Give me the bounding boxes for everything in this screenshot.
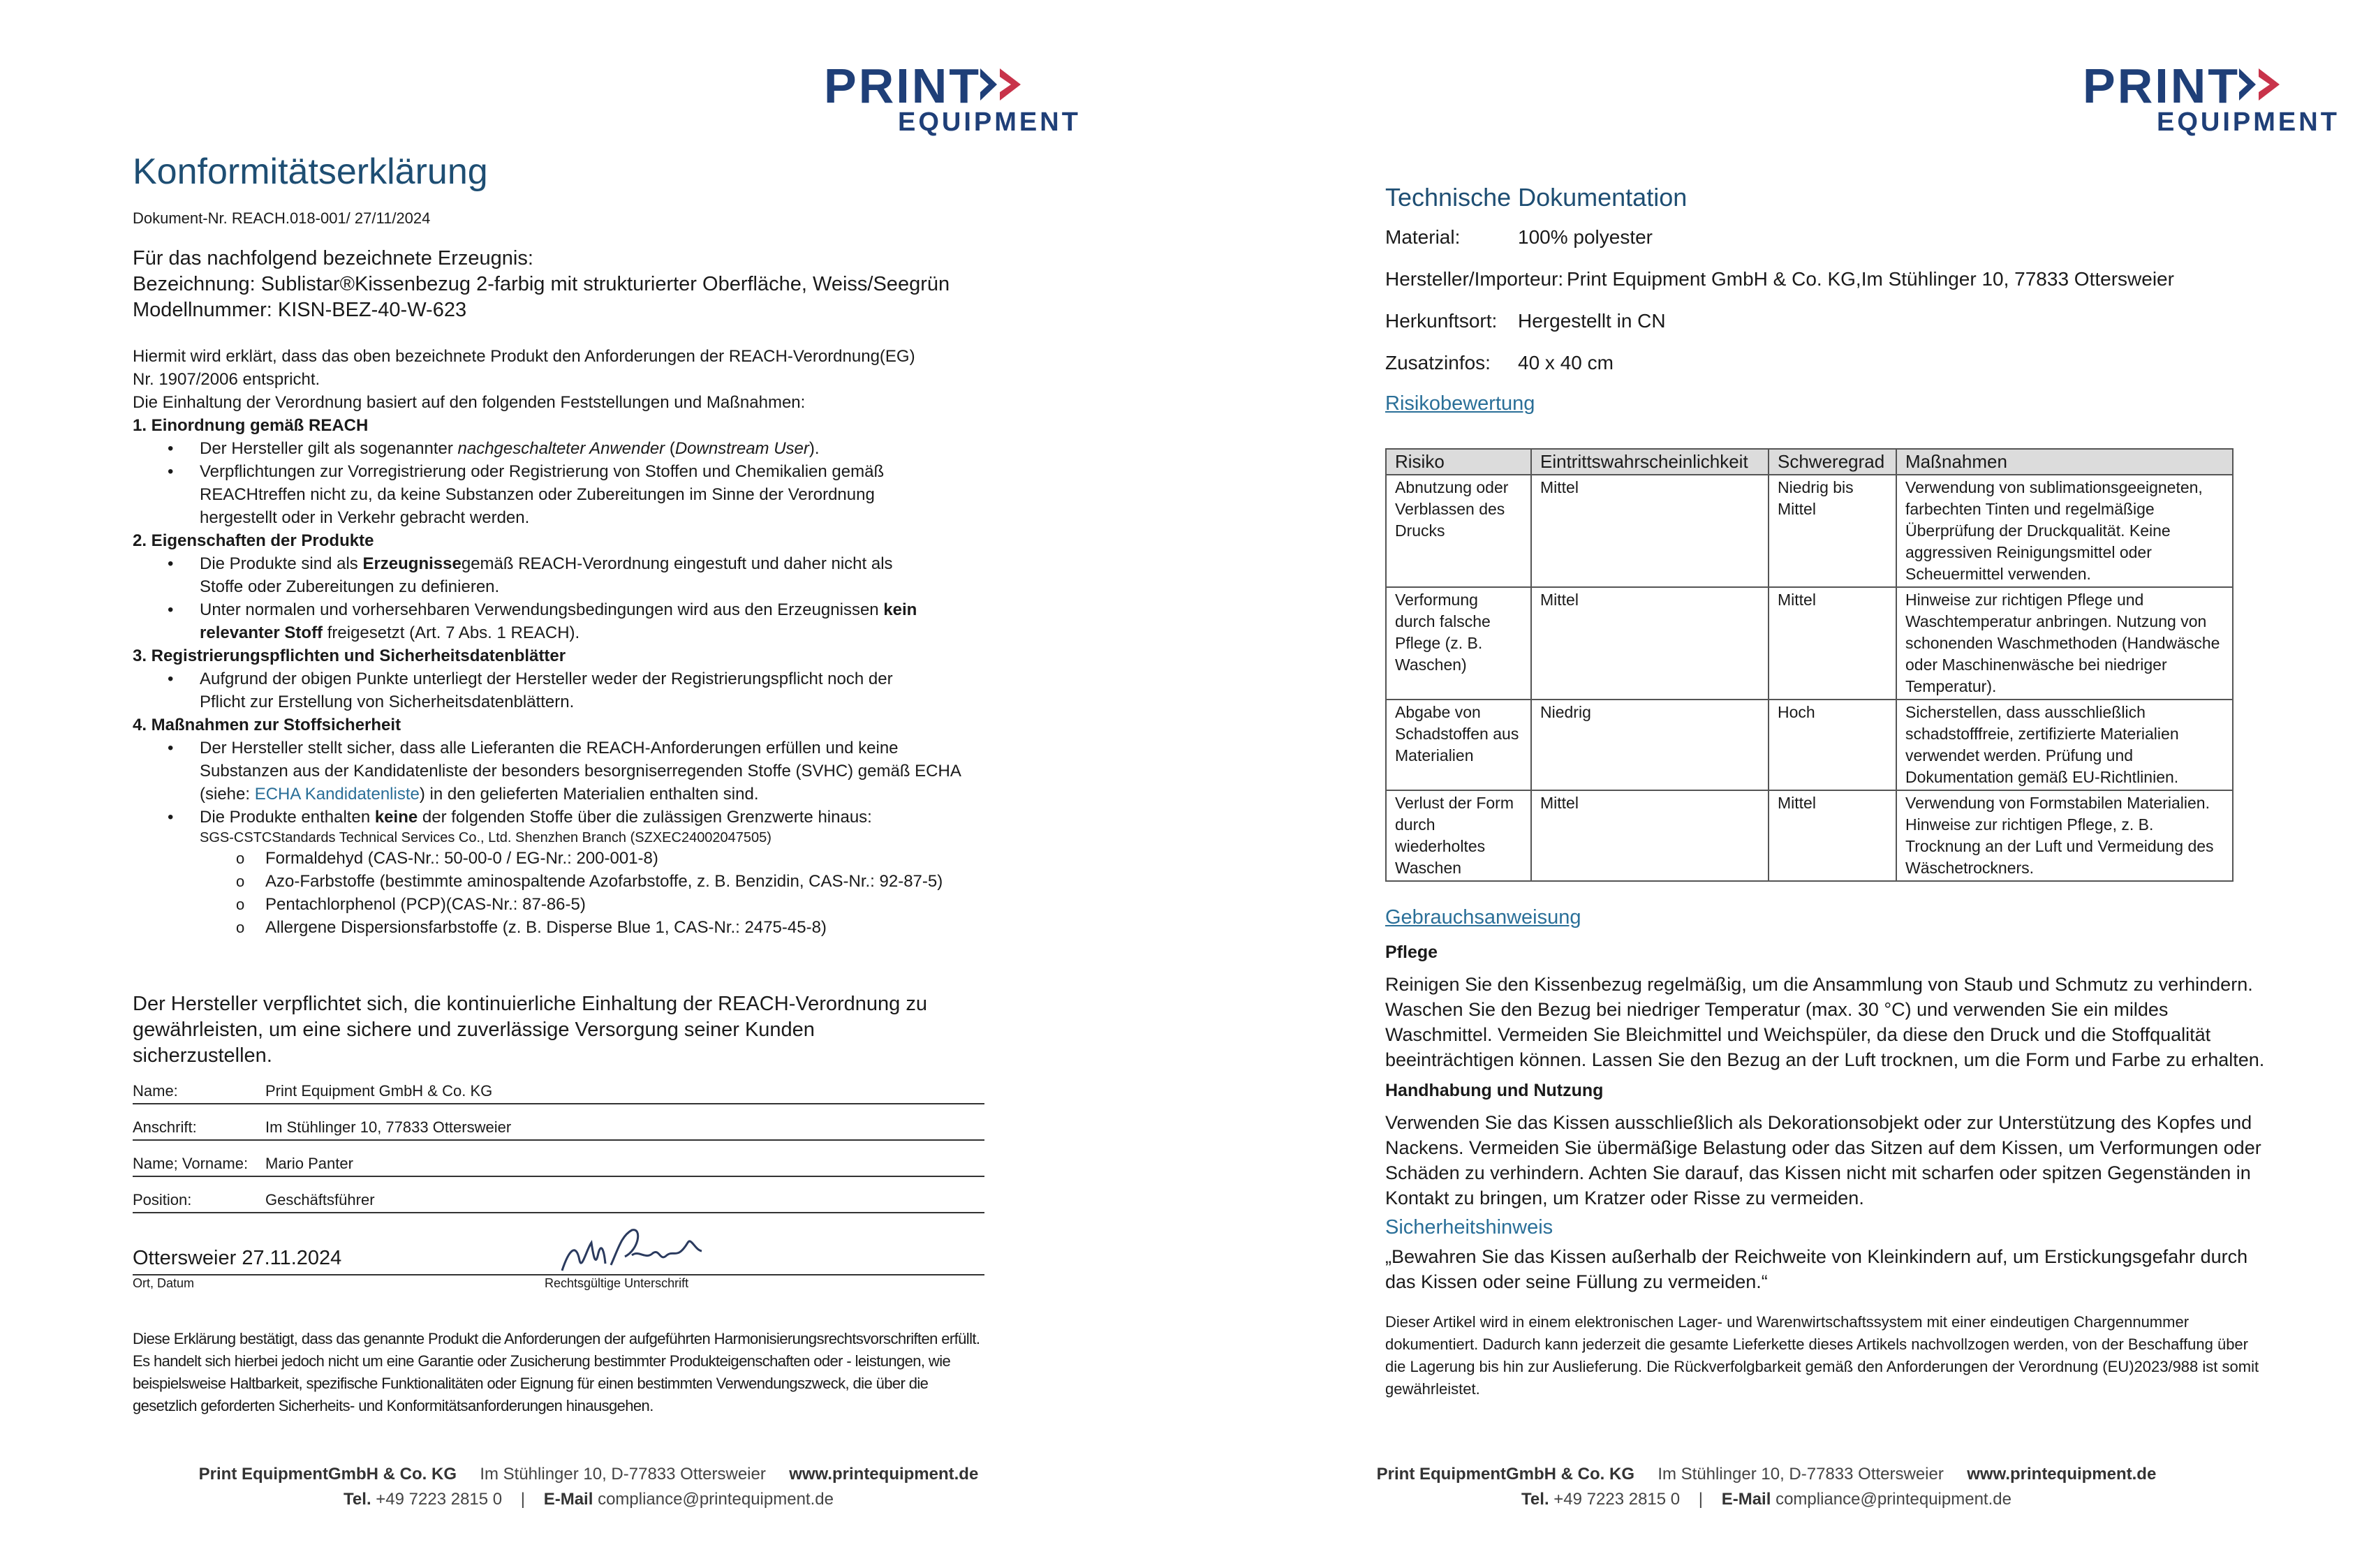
sub-list-item: o Pentachlorphenol (PCP)(CAS-Nr.: 87-86-5) [133, 893, 991, 916]
table-row [133, 1176, 984, 1213]
footer-company: Print EquipmentGmbH & Co. KG [198, 1465, 457, 1484]
handling-text: Verwenden Sie das Kissen ausschließlich als Dekorationsobjekt oder zur Unterstützung des Kopfes und Nackens. Vermeiden Sie übermäßige Belastung oder das Sitzen auf dem Kissen, um Verformungen oder Schäden zu verhindern. Achten Sie darauf, das Kissen nicht mit scharfen oder spitzen Gegenständen in Kontakt zu bringen, um Kratzer oder Risse zu vermeiden. [1385, 1112, 2261, 1208]
footer-separator: | [1698, 1490, 1704, 1509]
intro-line-3: Die Einhaltung der Verordnung basiert auf den folgenden Feststellungen und Maßnahmen: [133, 393, 806, 412]
table-cell: Hinweise zur richtigen Pflege und Waschtemperatur anbringen. Nutzung von schonenden Waschmethoden (Handwäsche oder Maschinenwäsche bei niedriger Temperatur). [1896, 587, 2233, 700]
care-heading: Pflege [1385, 942, 1438, 962]
table-cell: Hoch [1769, 700, 1896, 790]
row-value: Print Equipment GmbH & Co. KG [265, 1068, 984, 1104]
model-number: Modellnummer: KISN-BEZ-40-W-623 [133, 299, 467, 321]
footer-mail-label: E-Mail [1721, 1490, 1771, 1509]
section-1-title: 1. Einordnung gemäß REACH [133, 416, 369, 435]
fact-row [1385, 223, 2293, 265]
fact-row [1385, 265, 2293, 307]
footer-line-1 [0, 1462, 1177, 1487]
footer-address: Im Stühlinger 10, D-77833 Ottersweier [480, 1465, 766, 1484]
footer [1178, 1462, 2355, 1512]
footer-line-2 [1178, 1487, 2355, 1512]
page-title: Konformitätserklärung [133, 151, 488, 192]
text: gemäß REACH-Verordnung eingestuft und daher nicht als Stoffe oder Zubereitungen zu definieren. [200, 554, 893, 596]
table-cell: Mittel [1531, 587, 1769, 700]
text: ( [665, 439, 675, 458]
row-value: Geschäftsführer [265, 1176, 984, 1213]
table-header-row [1386, 449, 2233, 475]
footer-separator: | [520, 1490, 526, 1509]
fact-value: 40 x 40 cm [1518, 352, 1614, 373]
table-cell: Niedrig [1531, 700, 1769, 790]
footer-tel: +49 7223 2815 0 [376, 1490, 503, 1509]
signature-line [133, 1274, 984, 1275]
row-value: Im Stühlinger 10, 77833 Ottersweier [265, 1104, 984, 1140]
table-cell: Mittel [1769, 587, 1896, 700]
text-bold: Erzeugnisse [362, 554, 462, 573]
text-bold: kein relevanter Stoff [200, 600, 917, 642]
table-row [1386, 475, 2233, 587]
list-item: • Verpflichtungen zur Vorregistrierung oder Registrierung von Stoffen und Chemikalien gemäß REACHtreffen nicht zu, da keine Substanzen oder Zubereitungen im Sinne der Verordnung hergestellt oder in Verkehr gebracht werden. [133, 460, 926, 529]
product-block [133, 246, 998, 323]
fact-key: Material: [1385, 226, 1461, 248]
fact-row [1385, 349, 2293, 391]
row-key: Anschrift: [133, 1104, 265, 1140]
sub-list-item: o Azo-Farbstoffe (bestimmte aminospaltende Azofarbstoffe, z. B. Benzidin, CAS-Nr.: 92-87-5) [133, 870, 970, 893]
footer-web-link[interactable]: www.printequipment.de [789, 1465, 979, 1484]
text: Die Produkte sind als [200, 554, 363, 573]
risk-assessment-heading: Risikobewertung [1385, 392, 1535, 415]
fact-row [1385, 307, 2293, 349]
company-logo [2083, 59, 2340, 138]
product-intro: Für das nachfolgend bezeichnete Erzeugnis: [133, 247, 533, 269]
logo-arrows-icon [2238, 66, 2294, 103]
fact-key: Herkunftsort: [1385, 310, 1498, 332]
table-cell: Mittel [1769, 790, 1896, 881]
table-row [1386, 587, 2233, 700]
text: Die Produkte enthalten [200, 808, 375, 827]
right-page [1178, 0, 2355, 1568]
place-date: Ottersweier 27.11.2024 [133, 1247, 342, 1269]
sub-list-item: o Formaldehyd (CAS-Nr.: 50-00-0 / EG-Nr.: 200-001-8) [133, 847, 964, 870]
list-item [133, 806, 991, 829]
safety-heading: Sicherheitshinweis [1385, 1216, 1553, 1238]
text: Der Hersteller gilt als sogenannter [200, 439, 458, 458]
footer-line-1 [1178, 1462, 2355, 1487]
lab-reference: SGS-CSTCStandards Technical Services Co., Ltd. Shenzhen Branch (SZXEC24002047505) [200, 830, 772, 845]
document-number: Dokument-Nr. REACH.018-001/ 27/11/2024 [133, 209, 431, 227]
text-italic: Downstream User [674, 439, 809, 458]
text: ). [809, 439, 820, 458]
footer-line-2 [0, 1487, 1177, 1512]
table-cell: Verformung durch falsche Pflege (z. B. Waschen) [1386, 587, 1531, 700]
footer-tel: +49 7223 2815 0 [1553, 1490, 1681, 1509]
footer-tel-label: Tel. [344, 1490, 371, 1509]
place-date-label: Ort, Datum [133, 1276, 195, 1290]
footer-web-link[interactable]: www.printequipment.de [1967, 1465, 2157, 1484]
list-item [133, 552, 926, 598]
table-row [1386, 700, 2233, 790]
row-value: Mario Panter [265, 1140, 984, 1176]
list-item [133, 598, 954, 644]
logo-word-print: PRINT [824, 59, 981, 113]
footer [0, 1462, 1177, 1512]
section-2-title: 2. Eigenschaften der Produkte [133, 531, 374, 550]
text: ) in den gelieferten Materialien enthalten sind. [419, 785, 759, 804]
text: Der Hersteller stellt sicher, dass alle Lieferanten die REACH-Anforderungen erfüllen und keine Substanzen aus der Kandidatenliste der besonders besorgniserregenden Stoffe (SVHC) gemäß ECHA (siehe: [200, 739, 961, 804]
column-header: Risiko [1386, 449, 1531, 475]
fact-key: Hersteller/Importeur: [1385, 268, 1564, 290]
section-title: Technische Dokumentation [1385, 183, 1688, 212]
table-row [133, 1068, 984, 1104]
section-4-title: 4. Maßnahmen zur Stoffsicherheit [133, 716, 401, 734]
text-italic: nachgeschalteter Anwender [457, 439, 665, 458]
table-cell: Sicherstellen, dass ausschließlich schadstofffreie, zertifizierte Materialien verwendet werden. Prüfung und Dokumentation gemäß EU-Richtlinien. [1896, 700, 2233, 790]
column-header: Maßnahmen [1896, 449, 2233, 475]
table-cell: Verlust der Form durch wiederholtes Waschen [1386, 790, 1531, 881]
intro-line-1: Hiermit wird erklärt, dass das oben bezeichnete Produkt den Anforderungen der REACH-Verordnung(EG) [133, 347, 915, 366]
company-logo [824, 59, 1081, 138]
care-text: Reinigen Sie den Kissenbezug regelmäßig, um die Ansammlung von Staub und Schmutz zu verhindern. Waschen Sie den Bezug bei niedriger Temperatur (max. 30 °C) und verwenden Sie ein mildes Waschmittel. Vermeiden Sie Bleichmittel und Weichspüler, da diese den Druck und die Stoffqualität beeinträchtigen können. Lassen Sie den Bezug an der Luft trocknen, um die Form und Farbe zu erhalten. [1385, 974, 2265, 1070]
logo-word-equipment: EQUIPMENT [898, 108, 1081, 137]
text: Unter normalen und vorhersehbaren Verwendungsbedingungen wird aus den Erzeugnissen [200, 600, 884, 619]
safety-text: „Bewahren Sie das Kissen außerhalb der Reichweite von Kleinkindern auf, um Erstickungsgefahr durch das Kissen oder seine Füllung zu vermeiden.“ [1385, 1246, 2248, 1292]
usage-heading: Gebrauchsanweisung [1385, 906, 1581, 929]
table-cell: Verwendung von sublimationsgeeigneten, farbechten Tinten und regelmäßige Überprüfung der Druckqualität. Keine aggressiven Reinigungsmittel oder Scheuermittel verwenden. [1896, 475, 2233, 587]
row-key: Name: [133, 1068, 265, 1104]
table-row [133, 1104, 984, 1140]
risk-table [1385, 448, 2234, 882]
column-header: Schweregrad [1769, 449, 1896, 475]
traceability-text: Dieser Artikel wird in einem elektronischen Lager- und Warenwirtschaftssystem mit einer eindeutigen Chargennummer dokumentiert. Dadurch kann jederzeit die gesamte Lieferkette dieses Artikels nachvollzogen werden, von der Beschaffung über die Lagerung bis hin zur Auslieferung. Die Rückverfolgbarkeit gemäß den Anforderungen der Verordnung (EU)2023/988 ist somit gewährleistet. [1385, 1313, 2259, 1398]
declaration-body [133, 345, 991, 939]
signatory-table [133, 1068, 984, 1213]
intro-line-2: Nr. 1907/2006 entspricht. [133, 370, 320, 389]
logo-arrows-icon [979, 66, 1035, 103]
fact-value: 100% polyester [1518, 226, 1653, 248]
footer-mail-link[interactable]: compliance@printequipment.de [598, 1490, 834, 1509]
table-cell: Abnutzung oder Verblassen des Drucks [1386, 475, 1531, 587]
fact-value: Hergestellt in CN [1518, 310, 1666, 332]
section-3-title: 3. Registrierungspflichten und Sicherheitsdatenblätter [133, 646, 566, 665]
table-cell: Verwendung von Formstabilen Materialien. Hinweise zur richtigen Pflege, z. B. Trocknung an der Luft und Vermeidung des Wäschetrockners. [1896, 790, 2233, 881]
list-item: • Aufgrund der obigen Punkte unterliegt der Hersteller weder der Registrierungspflicht noch der Pflicht zur Erstellung von Sicherheitsdatenblättern. [133, 667, 940, 713]
sub-list-item: o Allergene Dispersionsfarbstoffe (z. B. Disperse Blue 1, CAS-Nr.: 2475-45-8) [133, 916, 991, 939]
table-cell: Niedrig bis Mittel [1769, 475, 1896, 587]
table-cell: Mittel [1531, 475, 1769, 587]
row-key: Name; Vorname: [133, 1140, 265, 1176]
table-row [1386, 790, 2233, 881]
logo-word-print: PRINT [2083, 59, 2240, 113]
left-page [0, 0, 1177, 1568]
logo-word-equipment: EQUIPMENT [2157, 108, 2340, 137]
footer-mail-label: E-Mail [543, 1490, 593, 1509]
disclaimer: Diese Erklärung bestätigt, dass das genannte Produkt die Anforderungen der aufgeführten Harmonisierungsrechtsvorschriften erfüllt. Es handelt sich hierbei jedoch nicht um eine Garantie oder Zusicherung bestimmter Produkteigenschaften oder - leistungen, wie beispielsweise Haltbarkeit, spezifische Funktionalitäten oder Eignung für einen bestimmten Verwendungszweck, die über die gesetzlich geforderten Sicherheits- und Konformitätsanforderungen hinausgehen. [133, 1330, 980, 1414]
signature-label: Rechtsgültige Unterschrift [545, 1276, 689, 1290]
column-header: Eintrittswahrscheinlichkeit [1531, 449, 1769, 475]
table-cell: Abgabe von Schadstoffen aus Materialien [1386, 700, 1531, 790]
footer-tel-label: Tel. [1521, 1490, 1549, 1509]
handwritten-signature [555, 1222, 709, 1278]
fact-value: Print Equipment GmbH & Co. KG,Im Stühlinger 10, 77833 Ottersweier [1567, 268, 2174, 290]
footer-mail-link[interactable]: compliance@printequipment.de [1776, 1490, 2011, 1509]
echa-link[interactable]: ECHA Kandidatenliste [254, 785, 420, 804]
table-cell: Mittel [1531, 790, 1769, 881]
footer-company: Print EquipmentGmbH & Co. KG [1376, 1465, 1634, 1484]
footer-address: Im Stühlinger 10, D-77833 Ottersweier [1658, 1465, 1944, 1484]
tech-facts [1385, 223, 2293, 391]
fact-key: Zusatzinfos: [1385, 352, 1491, 373]
handling-heading: Handhabung und Nutzung [1385, 1081, 1604, 1100]
table-row [133, 1140, 984, 1176]
list-item [133, 737, 968, 806]
commitment-statement: Der Hersteller verpflichtet sich, die kontinuierliche Einhaltung der REACH-Verordnung zu gewährleisten, um eine sichere und zuverlässige Versorgung seiner Kunden sicherzustellen. [133, 993, 927, 1067]
text: freigesetzt (Art. 7 Abs. 1 REACH). [323, 623, 580, 642]
product-name: Bezeichnung: Sublistar®Kissenbezug 2-farbig mit strukturierter Oberfläche, Weiss/Seegrün [133, 273, 950, 295]
list-item [133, 437, 991, 460]
text-bold: keine [374, 808, 418, 827]
row-key: Position: [133, 1176, 265, 1213]
text: der folgenden Stoffe über die zulässigen Grenzwerte hinaus: [418, 808, 872, 827]
